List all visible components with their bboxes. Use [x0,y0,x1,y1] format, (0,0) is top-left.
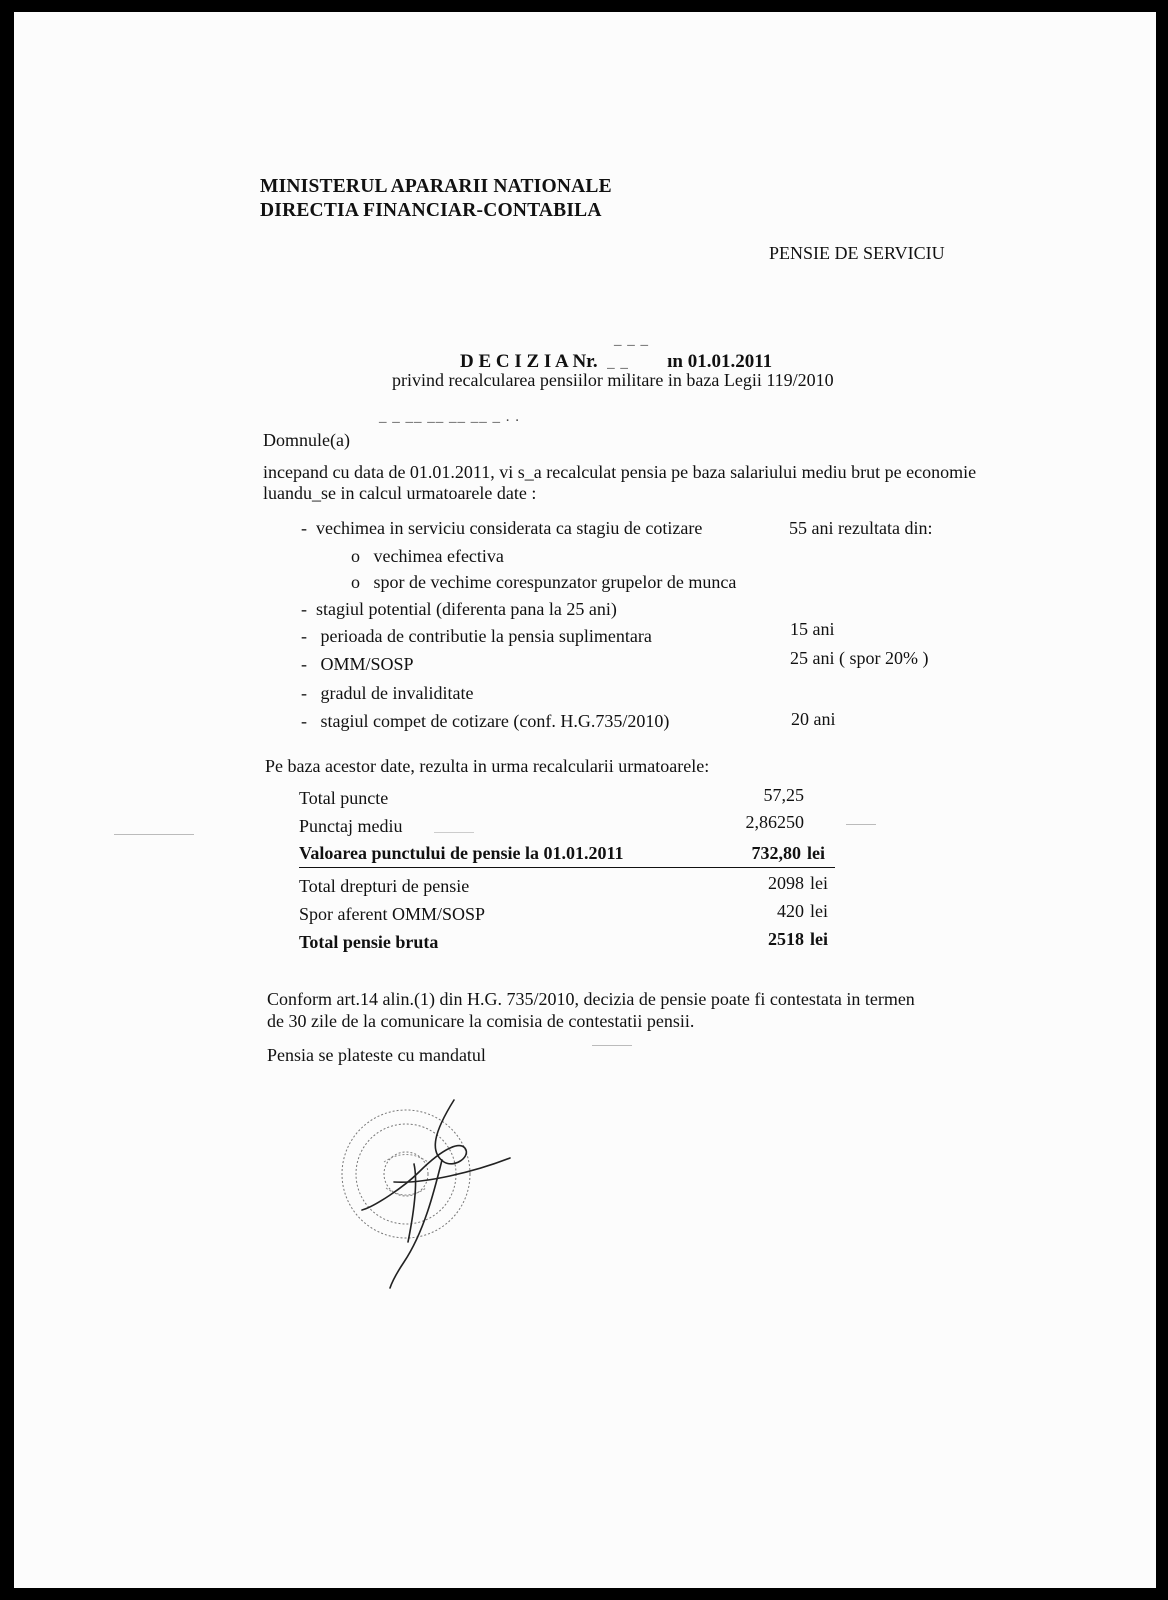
result-label-gross-pension: Total pensie bruta [299,932,439,952]
item-supplementary-contribution: - perioada de contributie la pensia suplimentara [301,626,652,646]
result-label-total-points: Total puncte [299,788,389,808]
subitem-effective-seniority: o vechimea efectiva [351,546,504,566]
subitem-seniority-bonus: o spor de vechime corespunzator grupelor de munca [351,572,737,592]
result-unit-gross-pension: lei [810,929,828,949]
result-value-total-points: 57,25 [763,785,804,805]
result-unit-total-rights: lei [810,873,828,893]
intro-line-2: luandu_se in calcul urmatoarele date : [263,483,537,503]
scan-speck [434,832,474,833]
directorate-heading: DIRECTIA FINANCIAR-CONTABILA [260,200,602,221]
result-label-average-score: Punctaj mediu [299,816,403,836]
scan-speck [592,1045,632,1046]
results-intro: Pe baza acestor date, rezulta in urma recalcularii urmatoarele: [265,756,710,776]
result-label-total-rights: Total drepturi de pensie [299,876,470,896]
item-invalidity-degree: - gradul de invaliditate [301,683,474,703]
document-page [14,12,1156,1588]
result-label-point-value: Valoarea punctului de pensie la 01.01.2011 [299,843,624,863]
result-value-gross-pension: 2518 [768,929,804,949]
redaction-marks-top: _ _ _ [614,332,649,348]
signature-icon [362,1100,510,1288]
result-unit-omm-bonus: lei [810,901,828,921]
result-value-total-rights: 2098 [768,873,804,893]
result-value-average-score: 2,86250 [745,812,804,832]
item-omm-sosp: - OMM/SOSP [301,654,414,674]
scan-speck [114,834,194,835]
redacted-number: _ _ [602,355,629,371]
item-service-seniority: - vechimea in serviciu considerata ca stagiu de cotizare [301,518,703,538]
contest-line-1: Conform art.14 alin.(1) din H.G. 735/2010, decizia de pensie poate fi contestata in termen [267,989,915,1009]
redacted-name: _ _ __ __ __ __ _ . . [379,409,520,425]
official-stamp-and-signature [334,1092,534,1292]
result-row-point-value [299,843,835,868]
result-value-omm-bonus: 420 [777,901,804,921]
result-value-point-value: 732,80 [751,843,801,863]
ministry-heading: MINISTERUL APARARII NATIONALE [260,176,612,197]
item-complete-stage: - stagiul compet de cotizare (conf. H.G.735/2010) [301,711,670,731]
payment-note: Pensia se plateste cu mandatul [267,1045,486,1065]
decision-subject: privind recalcularea pensiilor militare in baza Legii 119/2010 [392,370,834,390]
result-label-omm-bonus: Spor aferent OMM/SOSP [299,904,486,924]
item-complete-stage-value: 20 ani [791,709,836,729]
scan-speck [846,824,876,825]
salutation: Domnule(a) [263,430,350,450]
result-unit-point-value: lei [807,843,825,863]
item-supplementary-contribution-value: 15 ani [790,619,835,639]
item-omm-sosp-value: 25 ani ( spor 20% ) [790,648,929,668]
item-potential-stage: - stagiul potential (diferenta pana la 25 ani) [301,599,617,619]
contest-line-2: de 30 zile de la comunicare la comisia de contestatii pensii. [267,1011,695,1031]
seal-icon [342,1110,470,1238]
item-service-seniority-value: 55 ani rezultata din: [789,518,933,538]
decision-date: ın 01.01.2011 [667,351,773,372]
decision-label: D E C I Z I A Nr. [460,351,598,372]
intro-line-1: incepand cu data de 01.01.2011, vi s_a recalculat pensia pe baza salariului mediu brut pe economie [263,462,977,482]
pension-type-label: PENSIE DE SERVICIU [769,243,945,263]
